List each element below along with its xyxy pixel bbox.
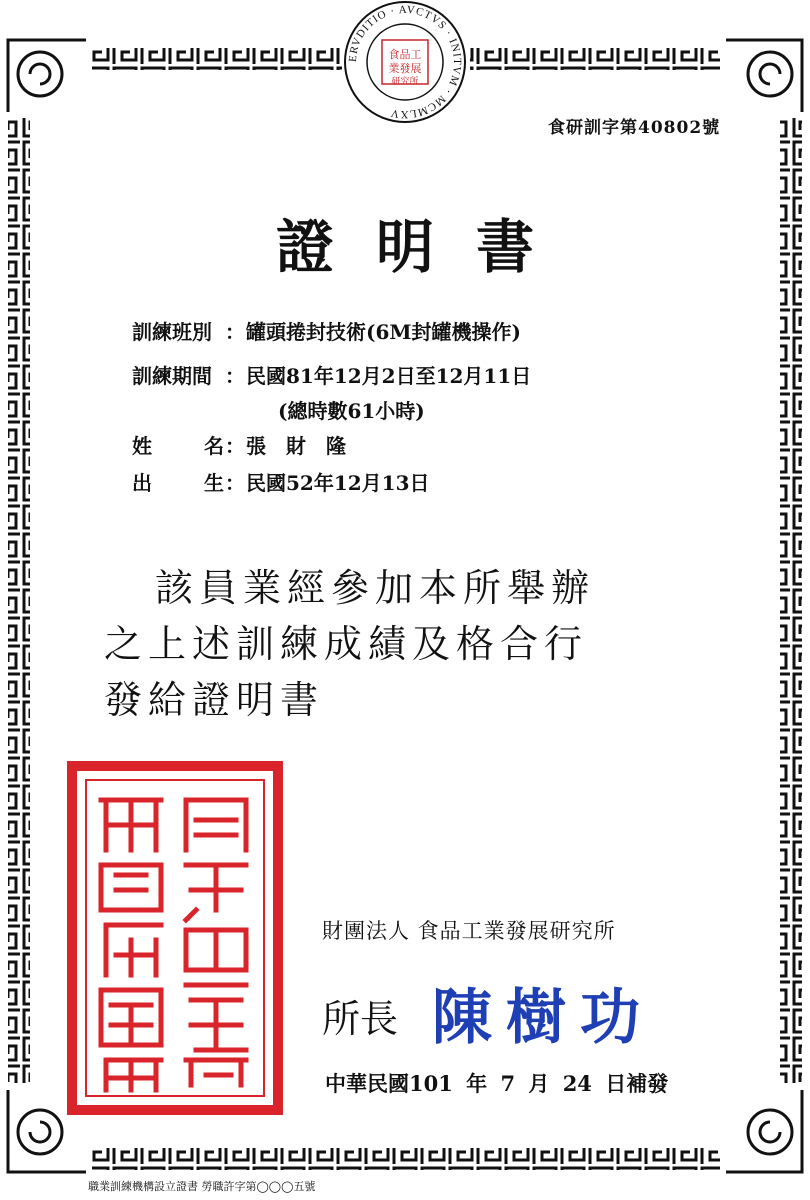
field-period: 訓練期間 ：民國81年12月2日至12月11日 <box>132 360 531 389</box>
footer-license-text: 職業訓練機構設立證書 勞職許字第◯◯◯五號 <box>88 1180 316 1193</box>
emblem-ring-text: ERVDITIO · AVCTVS · INITVM · MCMLXV <box>346 3 464 121</box>
issuing-organization: 財團法人 食品工業發展研究所 <box>322 919 616 943</box>
svg-text:研究所: 研究所 <box>391 77 419 87</box>
birth-label: 出 生 <box>132 471 224 495</box>
issue-date: 中華民國101 年 7 月 24 日補發 <box>325 1071 669 1096</box>
field-course: 訓練班別 ：罐頭捲封技術(6M封罐機操作) <box>132 316 521 345</box>
corner-ornament-top-left <box>8 40 86 112</box>
body-line-2: 之上述訓練成績及格合行 <box>104 622 589 666</box>
document-number: 食研訓字第40802號 <box>548 118 721 138</box>
official-seal <box>66 760 284 1116</box>
director-label: 所長 <box>322 997 399 1041</box>
director-signature: 陳樹功 <box>432 983 654 1053</box>
name-label: 姓 名 <box>132 434 224 458</box>
field-birth: 出 生 ：民國52年12月13日 <box>132 467 430 496</box>
svg-text:食品工: 食品工 <box>388 48 422 61</box>
field-name: 姓 名 ：張 財 隆 <box>132 430 346 459</box>
body-line-1: 該員業經參加本所舉辦 <box>155 566 596 610</box>
course-value: 罐頭捲封技術(6M封罐機操作) <box>246 320 521 344</box>
institute-emblem <box>345 2 465 122</box>
name-value: 張 財 隆 <box>246 434 346 458</box>
period-label: 訓練期間 <box>132 364 212 388</box>
svg-text:業發展: 業發展 <box>388 62 422 75</box>
period-total-hours: (總時數61小時) <box>278 399 425 423</box>
birth-value: 民國52年12月13日 <box>246 471 430 495</box>
course-label: 訓練班別 <box>132 320 212 344</box>
certificate-title: 證明書 <box>275 213 576 281</box>
body-line-3: 發給證明書 <box>104 678 325 722</box>
period-value: 民國81年12月2日至12月11日 <box>246 364 532 388</box>
